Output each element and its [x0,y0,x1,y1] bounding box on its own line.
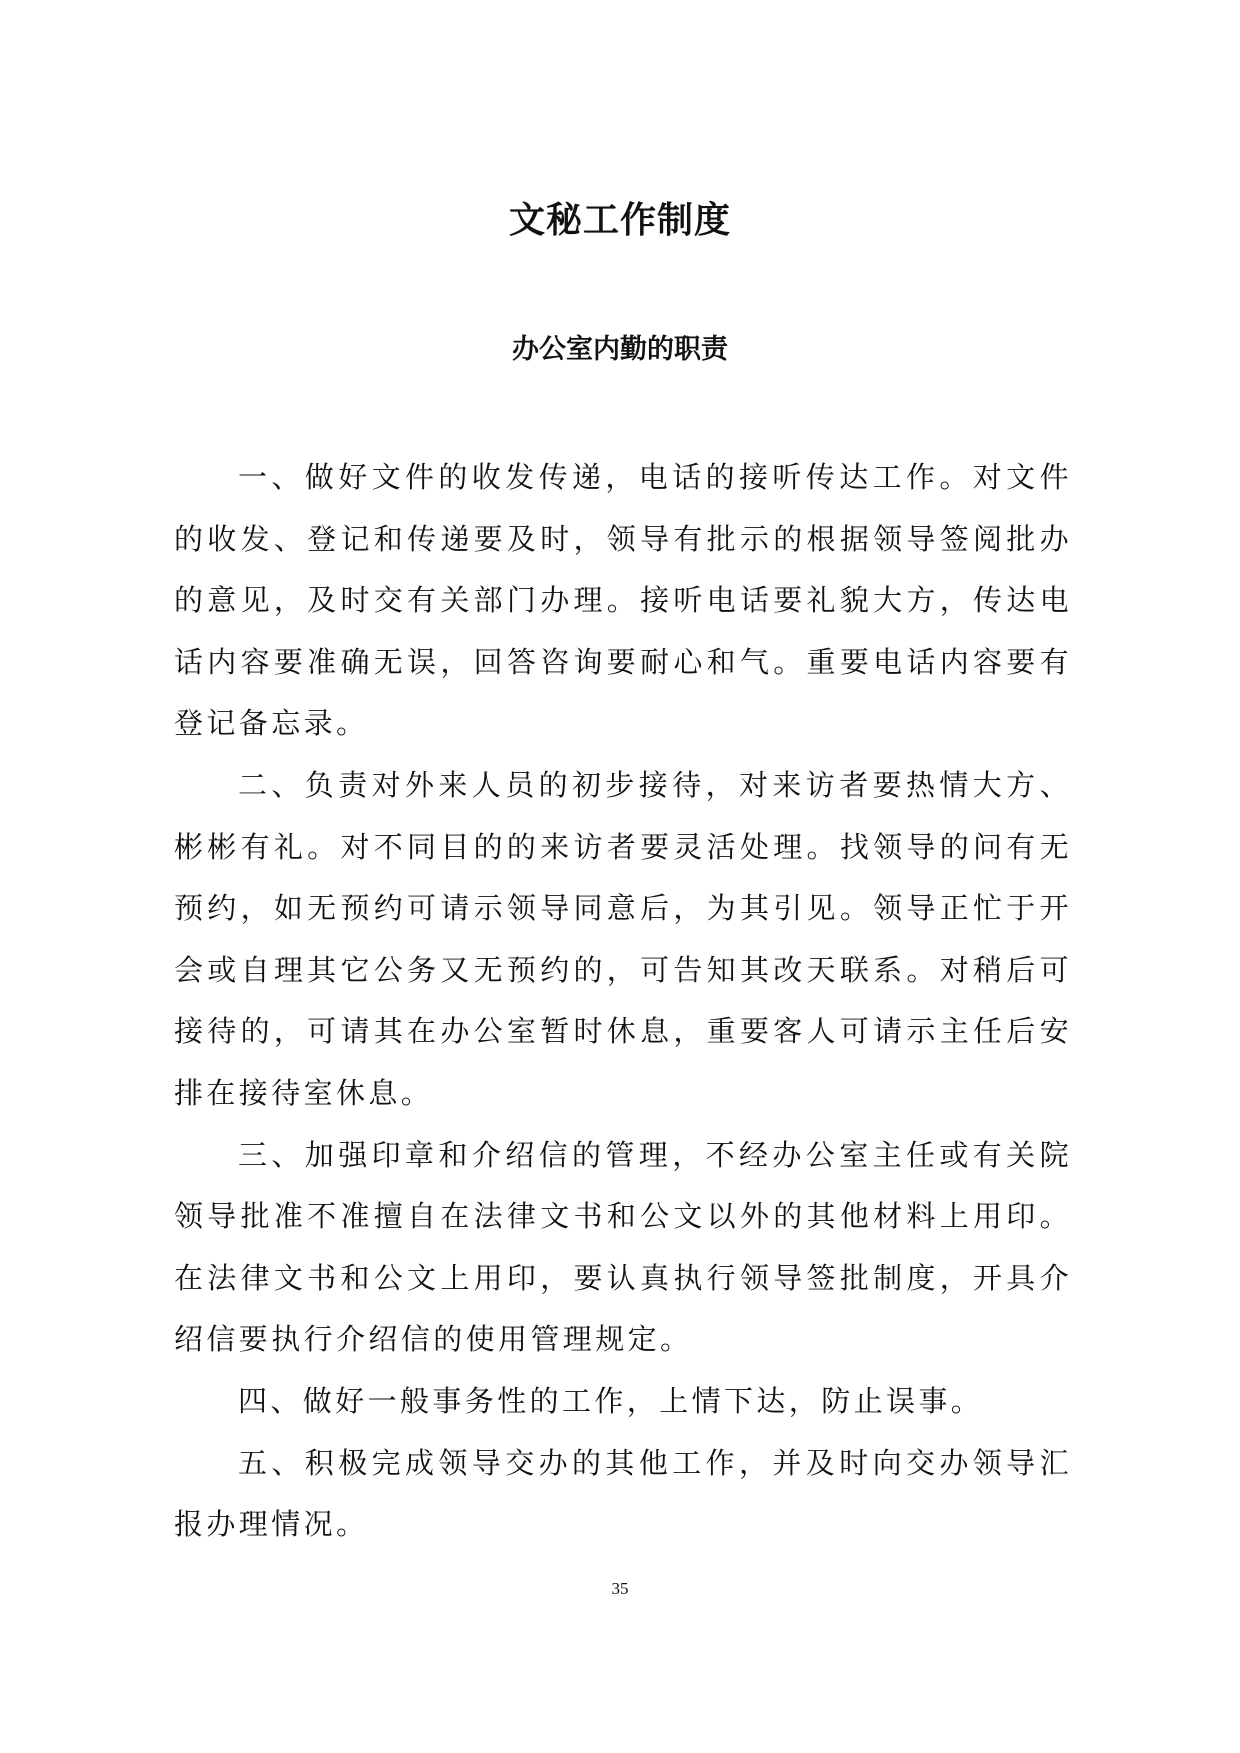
paragraph-4: 四、做好一般事务性的工作，上情下达，防止误事。 [238,1383,984,1418]
paragraph-2: 二、负责对外来人员的初步接待，对来访者要热情大方、彬彬有礼。对不同目的的来访者要灵活处理。找领导的问有无预约，如无预约可请示领导同意后，为其引见。领导正忙于开会或自理其它公务又无预约的，可告知其改天联系。对稍后可接待的，可请其在办公室暂时休息，重要客人可请示主任后安排在接待室休息。 [174,767,1072,1110]
section-title: 办公室内勤的职责 [512,334,728,365]
paragraph-3: 三、加强印章和介绍信的管理，不经办公室主任或有关院领导批准不准擅自在法律文书和公文以外的其他材料上用印。在法律文书和公文上用印，要认真执行领导签批制度，开具介绍信要执行介绍信的使用管理规定。 [174,1137,1072,1357]
document-title: 文秘工作制度 [508,200,731,241]
page-number: 35 [611,1579,629,1598]
document-body [174,447,1072,1556]
paragraph-5: 五、积极完成领导交办的其他工作，并及时向交办领导汇报办理情况。 [174,1445,1072,1542]
paragraph-1: 一、做好文件的收发传递，电话的接听传达工作。对文件的收发、登记和传递要及时，领导有批示的根据领导签阅批办的意见，及时交有关部门办理。接听电话要礼貌大方，传达电话内容要准确无误，回答咨询要耐心和气。重要电话内容要有登记备忘录。 [174,460,1072,741]
